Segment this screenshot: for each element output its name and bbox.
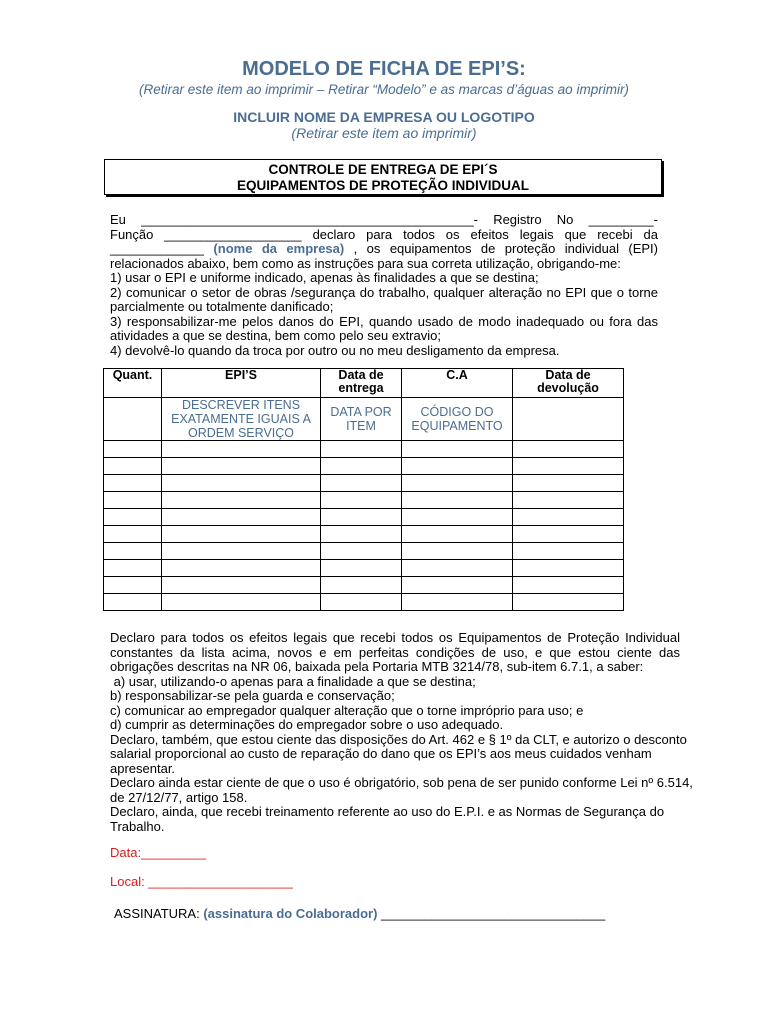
signature-line[interactable] (114, 906, 605, 921)
table-cell[interactable] (321, 560, 402, 577)
date-field[interactable]: Data:_________ (110, 845, 207, 860)
declaration-line: 3) responsabilizar-me pelos danos do EPI, quando usado de modo inadequado ou fora das (110, 313, 658, 329)
table-cell[interactable] (402, 509, 513, 526)
document-subtitle: (Retirar este item ao imprimir – Retirar “Modelo” e as marcas d’águas ao imprimir) (139, 82, 629, 97)
terms-line: de 27/12/77, artigo 158. (110, 789, 248, 805)
table-cell[interactable] (402, 526, 513, 543)
table-cell[interactable] (104, 475, 162, 492)
include-company-heading: INCLUIR NOME DA EMPRESA OU LOGOTIPO (233, 109, 535, 125)
table-row (104, 492, 624, 509)
signature-hint: (assinatura do Colaborador) (203, 906, 378, 921)
table-cell[interactable] (402, 475, 513, 492)
table-row (104, 543, 624, 560)
table-cell[interactable] (402, 441, 513, 458)
table-cell[interactable] (162, 543, 321, 560)
company-name-placeholder: (nome da empresa) (213, 241, 345, 256)
table-cell[interactable] (513, 441, 624, 458)
table-cell[interactable] (162, 475, 321, 492)
example-date[interactable]: DATA POR ITEM (321, 398, 402, 441)
table-cell[interactable] (402, 458, 513, 475)
table-cell[interactable] (104, 509, 162, 526)
declaration-line: relacionados abaixo, bem como as instruções para sua correta utilização, obrigando-me: (110, 255, 621, 271)
table-cell[interactable] (104, 594, 162, 611)
table-cell[interactable] (513, 458, 624, 475)
include-company-note: (Retirar este item ao imprimir) (291, 125, 477, 141)
declaration-line: Função ___________________ declaro para todos os efeitos legais que recebi da (110, 226, 658, 242)
declaration-line: 1) usar o EPI e uniforme indicado, apenas às finalidades a que se destina; (110, 270, 539, 285)
signature-label: ASSINATURA: (114, 906, 200, 921)
document-title: MODELO DE FICHA DE EPI’S: (242, 58, 526, 80)
table-cell[interactable] (104, 577, 162, 594)
table-cell[interactable] (162, 526, 321, 543)
company-blank: _____________ (110, 241, 204, 256)
table-cell[interactable] (104, 398, 162, 441)
declaration-line: Eu ______________________________________________- Registro No _________- (110, 212, 658, 227)
table-cell[interactable] (162, 560, 321, 577)
table-cell[interactable] (513, 509, 624, 526)
table-cell[interactable] (402, 492, 513, 509)
table-row (104, 560, 624, 577)
declaration-line: parcialmente ou totalmente danificado; (110, 299, 334, 314)
header-epi: EPI’S (162, 369, 321, 398)
table-row (104, 475, 624, 492)
table-cell[interactable] (321, 594, 402, 611)
table-cell[interactable] (321, 526, 402, 543)
table-cell[interactable] (104, 560, 162, 577)
table-cell[interactable] (513, 594, 624, 611)
table-cell[interactable] (321, 492, 402, 509)
table-cell[interactable] (321, 509, 402, 526)
terms-declaration (110, 630, 693, 834)
table-cell[interactable] (321, 577, 402, 594)
table-row (104, 577, 624, 594)
header-quantity: Quant. (104, 369, 162, 398)
table-cell[interactable] (402, 594, 513, 611)
terms-line: salarial proporcional ao custo de reparação do dano que os EPI’s aos meus cuidados venham (110, 746, 652, 761)
control-heading-line1: CONTROLE DE ENTREGA DE EPI´S (268, 162, 498, 177)
table-cell[interactable] (321, 475, 402, 492)
table-cell[interactable] (402, 543, 513, 560)
declaration-line: 4) devolvê-lo quando da troca por outro ou no meu desligamento da empresa. (110, 342, 560, 358)
table-cell[interactable] (513, 543, 624, 560)
table-cell[interactable] (104, 492, 162, 509)
table-row (104, 594, 624, 611)
table-cell[interactable] (402, 560, 513, 577)
terms-line: obrigações descritas na NR 06, baixada pela Portaria MTB 3214/78, sub-item 6.7.1, a saber: (110, 659, 644, 674)
employee-declaration (110, 213, 658, 358)
table-cell[interactable] (162, 458, 321, 475)
example-epi-description[interactable]: DESCREVER ITENS EXATAMENTE IGUAIS A ORDEM SERVIÇO (162, 398, 321, 441)
table-cell[interactable] (321, 458, 402, 475)
table-cell[interactable] (321, 441, 402, 458)
header-delivery-date: Data de entrega (321, 369, 402, 398)
table-cell[interactable] (162, 509, 321, 526)
table-cell[interactable] (162, 577, 321, 594)
epi-delivery-table (103, 368, 624, 611)
table-cell[interactable] (513, 560, 624, 577)
table-cell[interactable] (513, 526, 624, 543)
table-cell[interactable] (104, 441, 162, 458)
table-example-row (104, 398, 624, 441)
header-return-date: Data de devolução (513, 369, 624, 398)
declaration-line: 2) comunicar o setor de obras /segurança do trabalho, qualquer alteração no EPI que o torne (110, 284, 658, 300)
declaration-fragment: , os equipamentos de proteção individual (EPI) (353, 241, 659, 256)
control-heading-line2: EQUIPAMENTOS DE PROTEÇÃO INDIVIDUAL (236, 178, 530, 193)
table-cell[interactable] (162, 441, 321, 458)
table-cell[interactable] (162, 492, 321, 509)
terms-line: Declaro ainda estar ciente de que o uso é obrigatório, sob pena de ser punido conforme Lei nº 6.514, (110, 775, 693, 790)
terms-line: apresentar. (110, 760, 176, 776)
table-header-row (104, 369, 624, 398)
table-row (104, 509, 624, 526)
table-cell[interactable] (513, 577, 624, 594)
table-cell[interactable] (104, 543, 162, 560)
signature-blank[interactable]: _______________________________ (381, 906, 606, 921)
table-cell[interactable] (162, 594, 321, 611)
table-row (104, 458, 624, 475)
terms-line: b) responsabilizar-se pela guarda e conservação; (110, 688, 395, 703)
table-cell[interactable] (321, 543, 402, 560)
table-cell[interactable] (104, 458, 162, 475)
table-cell[interactable] (402, 577, 513, 594)
terms-line: d) cumprir as determinações do empregador sobre o uso adequado. (110, 717, 504, 732)
header-ca: C.A (402, 369, 513, 398)
location-field[interactable]: Local: ____________________ (110, 874, 293, 889)
control-heading-box (104, 159, 662, 195)
terms-line: Trabalho. (110, 818, 165, 834)
terms-line: Declaro, ainda, que recebi treinamento referente ao uso do E.P.I. e as Normas de Segurança do (110, 804, 665, 819)
terms-line: Declaro, também, que estou ciente das disposições do Art. 462 e § 1º da CLT, e autorizo o desconto (110, 731, 687, 747)
table-cell[interactable] (513, 475, 624, 492)
terms-line: constantes da lista acima, novos e em perfeitas condições de uso, e que estou ciente das (110, 644, 680, 660)
table-cell[interactable] (104, 526, 162, 543)
terms-line: Declaro para todos os efeitos legais que recebi todos os Equipamentos de Proteção Individual (110, 630, 680, 645)
table-row (104, 526, 624, 543)
terms-line: a) usar, utilizando-o apenas para a finalidade a que se destina; (110, 673, 476, 689)
example-ca-code[interactable]: CÓDIGO DO EQUIPAMENTO (402, 398, 513, 441)
table-cell[interactable] (513, 398, 624, 441)
declaration-line: atividades a que se destina, bem como pelo seu extravio; (110, 328, 441, 343)
terms-line: c) comunicar ao empregador qualquer alteração que o torne impróprio para uso; e (110, 702, 584, 718)
declaration-line (110, 242, 658, 257)
table-row (104, 441, 624, 458)
table-cell[interactable] (513, 492, 624, 509)
